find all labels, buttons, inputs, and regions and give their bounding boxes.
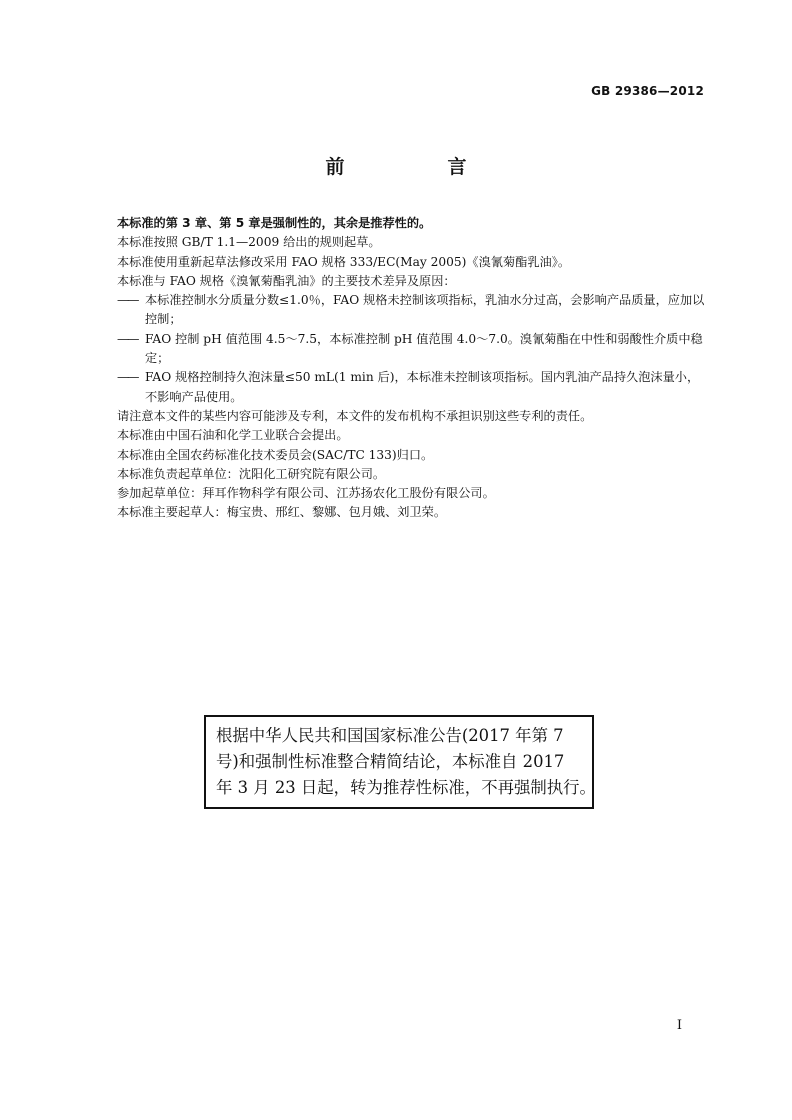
conversion-notice-box xyxy=(204,715,594,809)
page-title: 前 言 xyxy=(325,156,509,178)
foreword-body xyxy=(117,214,709,523)
dash-marker: —— xyxy=(117,331,138,346)
paragraph-main-drafters: 本标准主要起草人：梅宝贵、邢红、黎娜、包月娥、刘卫荣。 xyxy=(117,505,447,520)
paragraph-adoption-method: 本标准使用重新起草法修改采用 FAO 规格 333/EC(May 2005)《溴氰菊酯乳油》。 xyxy=(117,254,571,269)
paragraph-technical-committee: 本标准由全国农药标准化技术委员会(SAC/TC 133)归口。 xyxy=(117,447,434,462)
paragraph-lead-drafter-unit: 本标准负责起草单位：沈阳化工研究院有限公司。 xyxy=(117,466,386,481)
paragraph-patent-notice: 请注意本文件的某些内容可能涉及专利，本文件的发布机构不承担识别这些专利的责任。 xyxy=(117,408,593,423)
paragraph-proposer: 本标准由中国石油和化学工业联合会提出。 xyxy=(117,428,349,443)
notice-line: 号)和强制性标准整合精简结论，本标准自 2017 xyxy=(216,752,565,771)
difference-text: FAO 规格控制持久泡沫量≤50 mL(1 min 后)，本标准未控制该项指标。国内乳油产品持久泡沫量小，不影响产品使用。 xyxy=(145,370,700,404)
difference-item xyxy=(117,368,709,407)
dash-marker: —— xyxy=(117,370,138,385)
standard-code: GB 29386—2012 xyxy=(591,84,704,98)
difference-item xyxy=(117,291,709,330)
paragraph-participating-units: 参加起草单位：拜耳作物科学有限公司、江苏扬农化工股份有限公司。 xyxy=(117,486,495,501)
paragraph-mandatory-chapters: 本标准的第 3 章、第 5 章是强制性的，其余是推荐性的。 xyxy=(117,216,432,230)
difference-text: FAO 控制 pH 值范围 4.5～7.5，本标准控制 pH 值范围 4.0～7.0。溴氰菊酯在中性和弱酸性介质中稳定； xyxy=(145,331,703,366)
notice-line: 年 3 月 23 日起，转为推荐性标准，不再强制执行。 xyxy=(216,778,596,797)
paragraph-drafting-rules: 本标准按照 GB/T 1.1—2009 给出的规则起草。 xyxy=(117,235,381,250)
paragraph-differences-intro: 本标准与 FAO 规格《溴氰菊酯乳油》的主要技术差异及原因： xyxy=(117,273,456,288)
notice-line: 根据中华人民共和国国家标准公告(2017 年第 7 xyxy=(216,726,564,745)
difference-item xyxy=(117,330,709,369)
dash-marker: —— xyxy=(117,293,138,308)
page-number: I xyxy=(676,1018,682,1033)
difference-text: 本标准控制水分质量分数≤1.0％，FAO 规格未控制该项指标，乳油水分过高，会影响产品质量，应加以控制； xyxy=(145,293,705,327)
